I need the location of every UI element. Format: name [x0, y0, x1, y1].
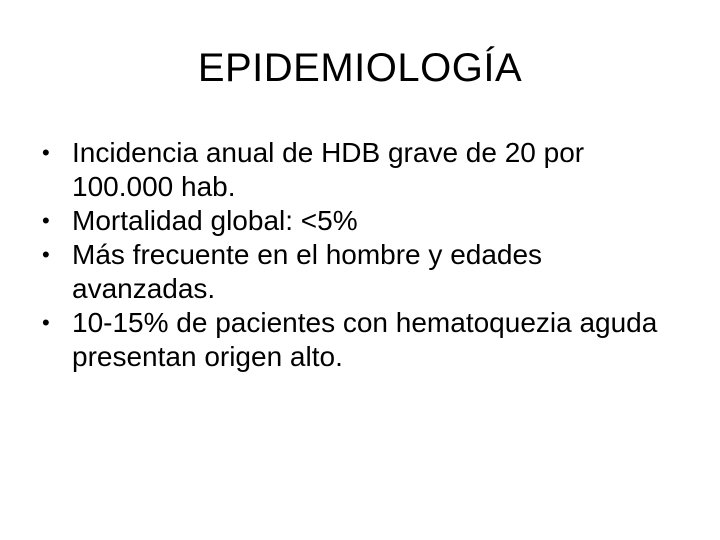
bullet-text-frecuencia: Más frecuente en el hombre y edades avanzadas.: [72, 239, 543, 304]
bullet-item: [42, 306, 682, 374]
bullet-item: [42, 136, 682, 204]
bullet-icon: •: [42, 208, 50, 233]
bullet-text-incidencia: Incidencia anual de HDB grave de 20 por 100.000 hab.: [72, 137, 585, 202]
bullet-icon: •: [42, 140, 50, 165]
bullet-text-mortalidad: Mortalidad global: <5%: [72, 205, 358, 236]
bullet-icon: •: [42, 310, 50, 335]
bullet-text-hematoquezia: 10-15% de pacientes con hematoquezia aguda presentan origen alto.: [72, 307, 658, 372]
slide-title: EPIDEMIOLOGÍA: [197, 46, 523, 90]
bullet-icon: •: [42, 242, 50, 267]
bullet-item: [42, 204, 682, 238]
bullet-list: [42, 136, 682, 374]
bullet-item: [42, 238, 682, 306]
